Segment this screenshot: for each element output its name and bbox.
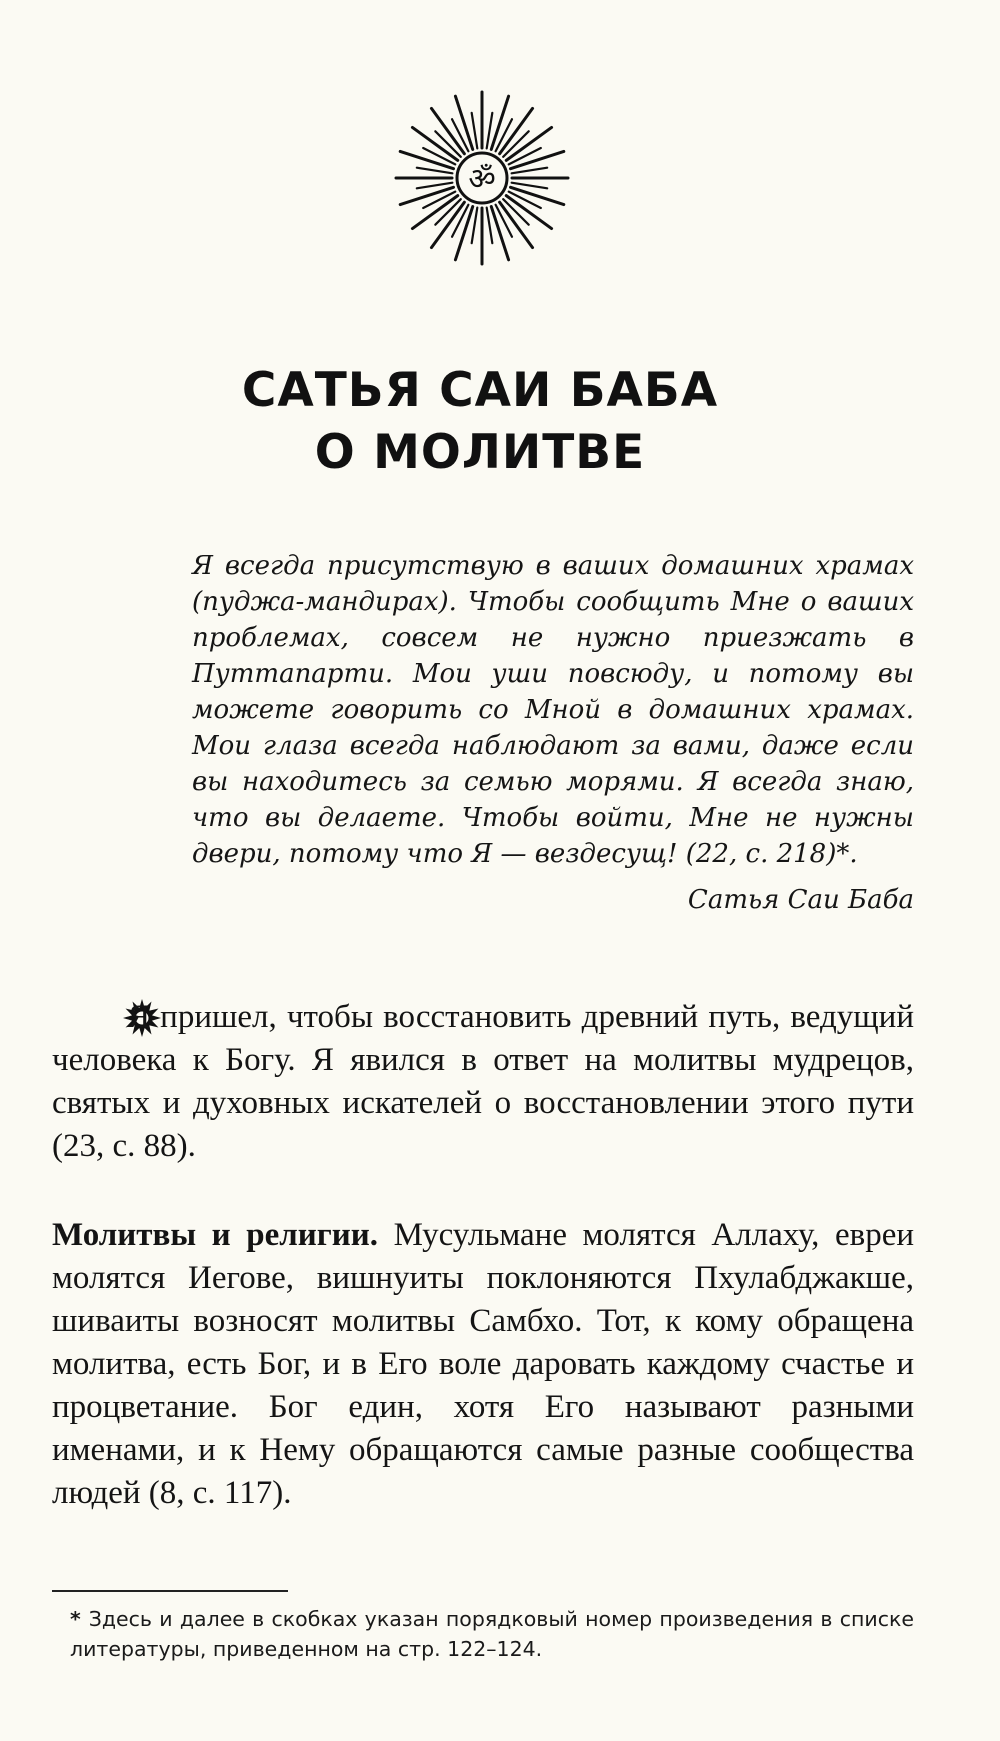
- footnote: [70, 1604, 914, 1664]
- epigraph-text: Я всегда присутствую в ваших домашних храмах (пуджа-мандирах). Чтобы сообщить Мне о ваших проблемах, совсем не нужно приезжать в Путтапарти. Мои уши повсюду, и потому вы можете говорить со Мной в домашних храмах. Мои глаза всегда наблюдают за вами, даже если вы находитесь за семью морями. Я всегда знаю, что вы делаете. Чтобы войти, Мне не нужны двери, потому что Я — вездесущ! (22, с. 218): [192, 551, 914, 869]
- title-line-2: О МОЛИТВЕ: [314, 425, 646, 480]
- title-line-1: САТЬЯ САИ БАБА: [241, 363, 719, 418]
- paragraph-2-heading: Молитвы и религии.: [52, 1217, 379, 1253]
- paragraph-1: Я пришел, чтобы восстановить древний путь, ведущий человека к Богу. Я явился в ответ на молитвы мудрецов, святых и духовных искателей о восстановлении этого пути (23, с. 88).: [52, 999, 914, 1164]
- paragraph-2: [52, 1214, 914, 1515]
- epigraph-author: Сатья Саи Баба: [687, 885, 914, 915]
- footnote-divider: [52, 1590, 288, 1592]
- footnote-text: Здесь и далее в скобках указан порядковый номер произведения в списке литературы, приведенном на стр. 122–124.: [70, 1607, 914, 1661]
- page-title: [0, 360, 960, 484]
- footnote-mark: *.: [836, 839, 858, 869]
- epigraph-quote: [192, 548, 914, 872]
- footnote-marker: *: [70, 1607, 81, 1631]
- om-symbol: ॐ: [468, 162, 496, 197]
- paragraph-2-text: Мусульмане молятся Аллаху, евреи молятся Иегове, вишнуиты поклоняются Пхулабджакше, шиваиты возносят молитвы Самбхо. Тот, к кому обращена молитва, есть Бог, и в Его воле даровать каждому счастье и процветание. Бог един, хотя Его называют разными именами, и к Нему обращаются самые разные сообщества людей (8, с. 117).: [52, 1217, 915, 1511]
- om-sunburst-icon: [392, 88, 572, 268]
